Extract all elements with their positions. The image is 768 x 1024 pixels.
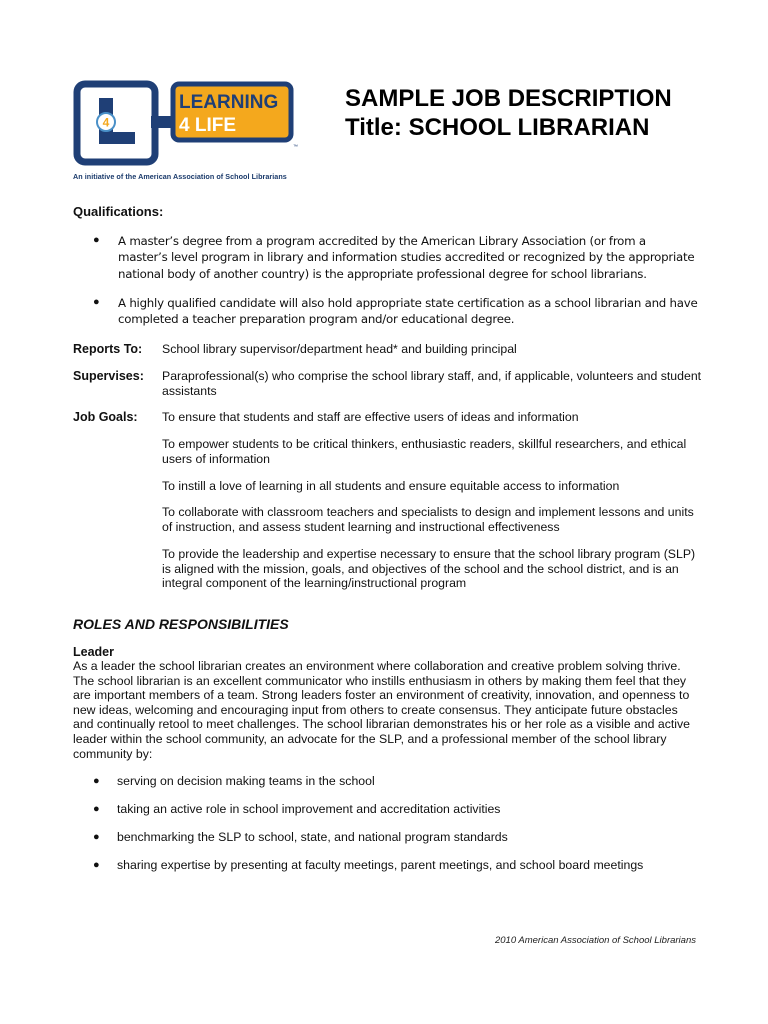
bullet-icon: ●: [93, 296, 100, 308]
leader-item: benchmarking the SLP to school, state, and national program standards: [117, 830, 508, 844]
logo-word-4life: 4 LIFE: [179, 115, 237, 136]
logo-trademark: ™: [293, 144, 298, 150]
footer-copyright: 2010 American Association of School Librarians: [494, 935, 696, 946]
job-goal-item: To empower students to be critical thinkers, enthusiastic readers, skillful researchers, and ethical users of information: [162, 437, 687, 466]
qualification-item: A highly qualified candidate will also hold appropriate state certification as a school librarian and have completed a teacher preparation program and/or educational degree.: [118, 296, 698, 327]
leader-paragraph: As a leader the school librarian creates an environment where collaboration and creative problem solving thrive. The school librarian is an excellent communicator who instills enthusiasm in others by making them feel that they are important members of a team. Strong leaders foster an environment of creativity, innovation, and openness to new ideas, welcoming and encouraging input from others to create consensus. They anticipate future obstacles and continually retool to meet challenges. The school librarian demonstrates his or her role as a visible and active leader within the school community, an advocate for the SLP, and a professional member of the school library community by:: [73, 659, 691, 761]
job-goals-label: Job Goals:: [73, 410, 138, 424]
learning-4-life-logo: [73, 80, 303, 184]
reports-to-label: Reports To:: [73, 342, 143, 356]
leader-item: serving on decision making teams in the school: [117, 774, 375, 788]
leader-item: sharing expertise by presenting at faculty meetings, parent meetings, and school board meetings: [117, 858, 644, 872]
job-goal-item: To ensure that students and staff are effective users of ideas and information: [162, 410, 579, 424]
bullet-icon: ●: [93, 234, 100, 246]
reports-to-text: School library supervisor/department head* and building principal: [162, 342, 517, 356]
qualifications-heading: Qualifications:: [73, 204, 164, 219]
supervises-text: Paraprofessional(s) who comprise the school library staff, and, if applicable, volunteers and student assistants: [162, 369, 702, 398]
bullet-icon: ●: [93, 775, 100, 787]
bullet-icon: ●: [93, 803, 100, 815]
supervises-label: Supervises:: [73, 369, 144, 383]
roles-heading: ROLES AND RESPONSIBILITIES: [73, 616, 289, 632]
bullet-icon: ●: [93, 831, 100, 843]
job-goal-item: To collaborate with classroom teachers and specialists to design and implement lessons and units of instruction, and assess student learning and instructional effectiveness: [162, 505, 694, 534]
logo-badge: 4: [102, 115, 110, 130]
logo-word-learning: LEARNING: [179, 92, 279, 113]
logo-tagline: An initiative of the American Association of School Librarians: [73, 172, 287, 181]
leader-heading: Leader: [73, 645, 114, 659]
bullet-icon: ●: [93, 859, 100, 871]
job-title: Title: SCHOOL LIBRARIAN: [345, 114, 650, 141]
job-goal-item: To provide the leadership and expertise necessary to ensure that the school library program (SLP) is aligned with the mission, goals, and objectives of the school and the school district, and is an integral component of the learning/instructional program: [162, 547, 696, 590]
job-goal-item: To instill a love of learning in all students and ensure equitable access to information: [162, 479, 620, 493]
leader-item: taking an active role in school improvement and accreditation activities: [117, 802, 501, 816]
qualification-item: A master’s degree from a program accredited by the American Library Association (or from a master’s level program in library and information studies accredited or recognized by the appropriate national body of another country) is the appropriate professional degree for school librarians.: [118, 234, 695, 281]
document-title: SAMPLE JOB DESCRIPTION: [345, 85, 672, 112]
